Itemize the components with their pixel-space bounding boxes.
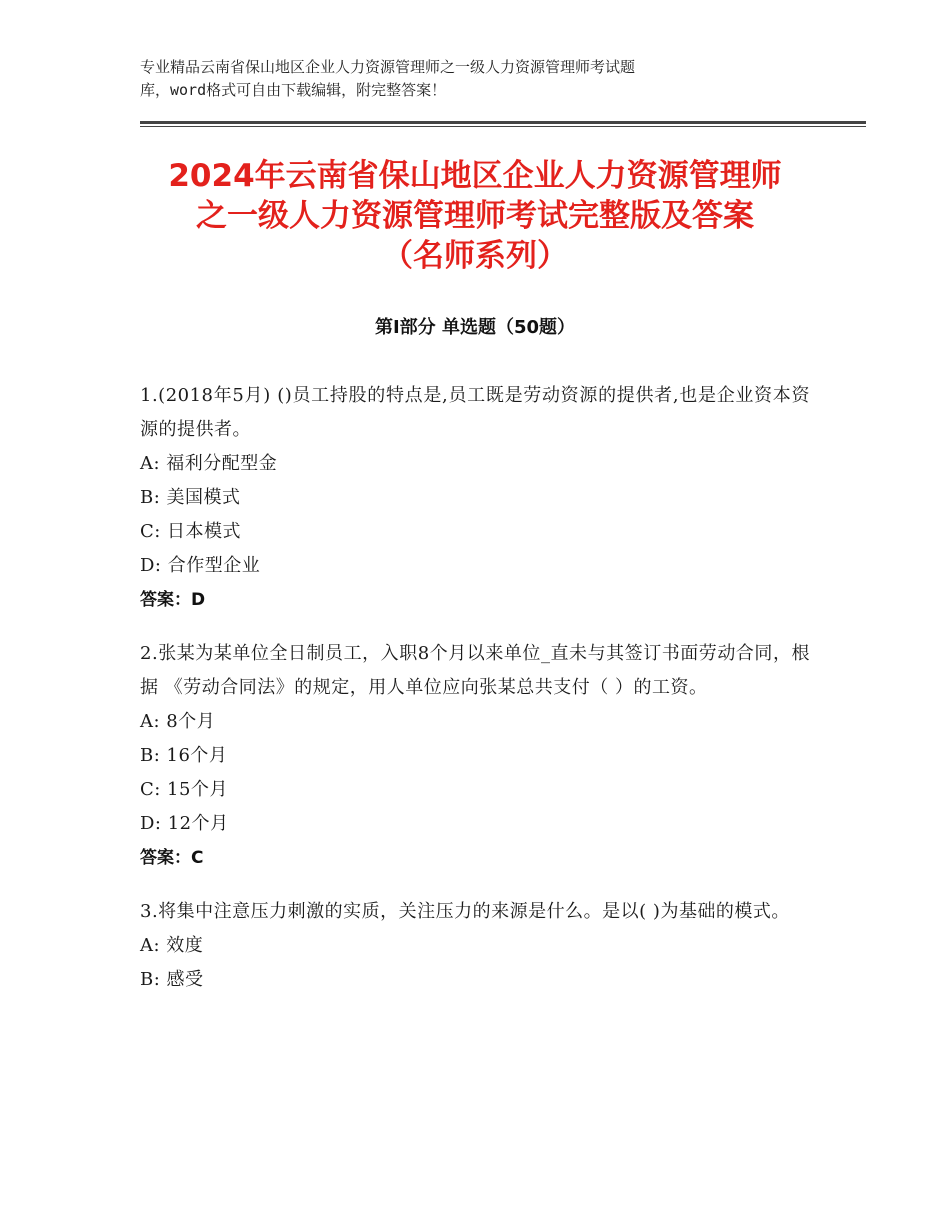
header-divider-thick <box>140 121 866 124</box>
header-note <box>140 56 780 102</box>
question-1 <box>140 379 810 617</box>
question-stem: 1.(2018年5月) ()员工持股的特点是,员工既是劳动资源的提供者,也是企业资本资源的提供者。 <box>140 385 810 440</box>
title-line-2: 之一级人力资源管理师考试完整版及答案 <box>196 198 754 234</box>
option-a: A: 福利分配型金 <box>140 453 278 474</box>
option-d: D: 12个月 <box>140 813 229 834</box>
title-line-3: （名师系列） <box>382 238 568 274</box>
option-c: C: 日本模式 <box>140 521 242 542</box>
title-line-1: 2024年云南省保山地区企业人力资源管理师 <box>168 158 782 194</box>
option-b: B: 感受 <box>140 969 204 990</box>
option-c: C: 15个月 <box>140 779 228 800</box>
option-b: B: 美国模式 <box>140 487 241 508</box>
header-divider-thin <box>140 126 866 127</box>
option-b: B: 16个月 <box>140 745 228 766</box>
header-note-line-2: 库，word格式可自由下载编辑，附完整答案！ <box>140 81 447 99</box>
answer-label: 答案：C <box>140 848 204 868</box>
question-2 <box>140 637 810 875</box>
option-a: A: 效度 <box>140 935 204 956</box>
question-list <box>140 379 810 1017</box>
question-stem: 3.将集中注意压力刺激的实质，关注压力的来源是什么。是以( )为基础的模式。 <box>140 901 790 922</box>
option-a: A: 8个月 <box>140 711 216 732</box>
answer-label: 答案：D <box>140 590 206 610</box>
document-title <box>100 156 850 276</box>
section-heading: 第Ⅰ部分 单选题（50题） <box>374 317 575 338</box>
question-3 <box>140 895 810 997</box>
header-note-line-1: 专业精品云南省保山地区企业人力资源管理师之一级人力资源管理师考试题 <box>140 58 636 76</box>
option-d: D: 合作型企业 <box>140 555 261 576</box>
question-stem: 2.张某为某单位全日制员工，入职8个月以来单位_直未与其签订书面劳动合同，根据 《劳动合同法》的规定，用人单位应向张某总共支付（ ）的工资。 <box>140 643 810 698</box>
